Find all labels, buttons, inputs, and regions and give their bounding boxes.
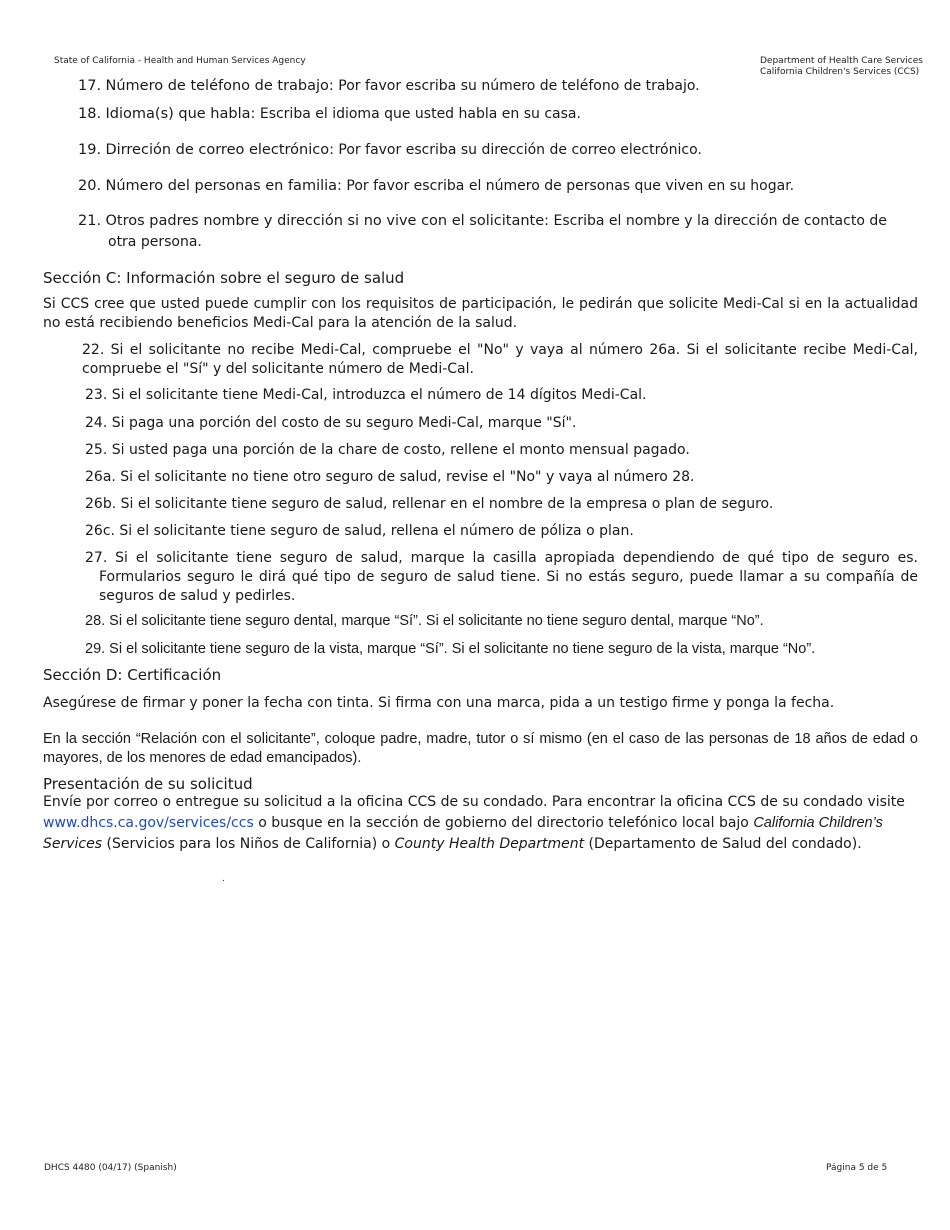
footer-page-number: Página 5 de 5 [826, 1163, 888, 1173]
header-department-line2: California Children's Services (CCS) [760, 67, 920, 77]
item-number: 20. [78, 178, 102, 194]
item-23: 23. Si el solicitante tiene Medi-Cal, introduzca el número de 14 dígitos Medi-Cal. [85, 387, 647, 403]
item-28: 28. Si el solicitante tiene seguro dental, marque “Sí”. Si el solicitante no tiene seguro dental, marque “No”. [85, 613, 764, 629]
submission-text: (Servicios para los Niños de California) o [102, 836, 395, 852]
item-number: 21. [78, 213, 102, 229]
submission-paragraph [43, 793, 923, 854]
item-18 [78, 105, 898, 124]
stray-dot: . [222, 874, 225, 884]
item-21 [78, 212, 908, 252]
submission-title: Presentación de su solicitud [43, 775, 253, 793]
item-26a: 26a. Si el solicitante no tiene otro seguro de salud, revise el "No" y vaya al número 28. [85, 469, 695, 485]
item-22: 22. Si el solicitante no recibe Medi-Cal, compruebe el "No" y vaya al número 26a. Si el solicitante recibe Medi-Cal, compruebe el "Sí" y del solicitante número de Medi-Cal. [82, 342, 918, 377]
item-label: Número de teléfono de trabajo: [105, 78, 334, 94]
item-19 [78, 141, 898, 160]
item-24: 24. Si paga una porción del costo de su seguro Medi-Cal, marque "Sí". [85, 415, 577, 431]
section-c-intro: Si CCS cree que usted puede cumplir con los requisitos de participación, le pedirán que solicite Medi-Cal si en la actualidad no está recibiendo beneficios Medi-Cal para la atención de la salud. [43, 296, 918, 331]
item-label: Otros padres nombre y dirección si no vive con el solicitante: [105, 213, 550, 229]
section-d-title: Sección D: Certificación [43, 666, 222, 684]
item-text-continued: otra persona. [108, 234, 202, 250]
item-17 [78, 77, 898, 96]
footer-form-id: DHCS 4480 (04/17) (Spanish) [44, 1163, 177, 1173]
header-department-line1: Department of Health Care Services [760, 56, 923, 66]
item-text: Por favor escriba el número de personas que viven en su hogar. [346, 178, 795, 194]
section-c-title: Sección C: Información sobre el seguro de salud [43, 269, 405, 287]
item-label: Dirreción de correo electrónico: [105, 142, 334, 158]
submission-italic-text: County Health Department [394, 836, 585, 852]
item-text: Por favor escriba su dirección de correo electrónico. [338, 142, 702, 158]
ccs-website-link[interactable]: www.dhcs.ca.gov/services/ccs [43, 815, 254, 831]
item-26b: 26b. Si el solicitante tiene seguro de salud, rellenar en el nombre de la empresa o plan de seguro. [85, 496, 774, 512]
header-agency: State of California - Health and Human Services Agency [54, 56, 306, 66]
header-department [760, 56, 923, 78]
submission-text: (Departamento de Salud del condado). [584, 836, 862, 852]
item-26c: 26c. Si el solicitante tiene seguro de salud, rellena el número de póliza o plan. [85, 523, 634, 539]
item-number: 18. [78, 106, 102, 122]
submission-italic-text: California Children’s [753, 815, 883, 831]
item-20 [78, 177, 898, 196]
section-d-paragraph-1: Asegúrese de firmar y poner la fecha con tinta. Si firma con una marca, pida a un testigo firme y ponga la fecha. [43, 695, 835, 711]
item-label: Idioma(s) que habla: [105, 106, 256, 122]
item-29: 29. Si el solicitante tiene seguro de la vista, marque “Sí”. Si el solicitante no tiene seguro de la vista, marque “No”. [85, 641, 816, 657]
submission-text: o busque en la sección de gobierno del directorio telefónico local bajo [253, 815, 754, 831]
submission-italic-text: Services [43, 836, 103, 852]
submission-line-3 [43, 835, 923, 854]
item-text: Escriba el idioma que usted habla en su casa. [259, 106, 581, 122]
submission-line-2 [43, 814, 923, 833]
item-27: 27. Si el solicitante tiene seguro de salud, marque la casilla apropiada dependiendo de qué tipo de seguro es. Formularios seguro le dirá qué tipo de seguro de salud tiene. Si no estás seguro, puede llamar a su compañía de seguros de salud y pedirles. [85, 550, 918, 604]
submission-line-1: Envíe por correo o entregue su solicitud a la oficina CCS de su condado. Para encontrar la oficina CCS de su condado visite [43, 794, 905, 810]
item-label: Número del personas en familia: [105, 178, 342, 194]
section-d-paragraph-2: En la sección “Relación con el solicitante”, coloque padre, madre, tutor o sí mismo (en el caso de las personas de 18 años de edad o mayores, de los menores de edad emancipados). [43, 731, 918, 766]
item-text: Por favor escriba su número de teléfono de trabajo. [338, 78, 700, 94]
item-number: 17. [78, 78, 102, 94]
item-text: Escriba el nombre y la dirección de contacto de [553, 213, 887, 229]
item-25: 25. Si usted paga una porción de la chare de costo, rellene el monto mensual pagado. [85, 442, 690, 458]
item-number: 19. [78, 142, 102, 158]
